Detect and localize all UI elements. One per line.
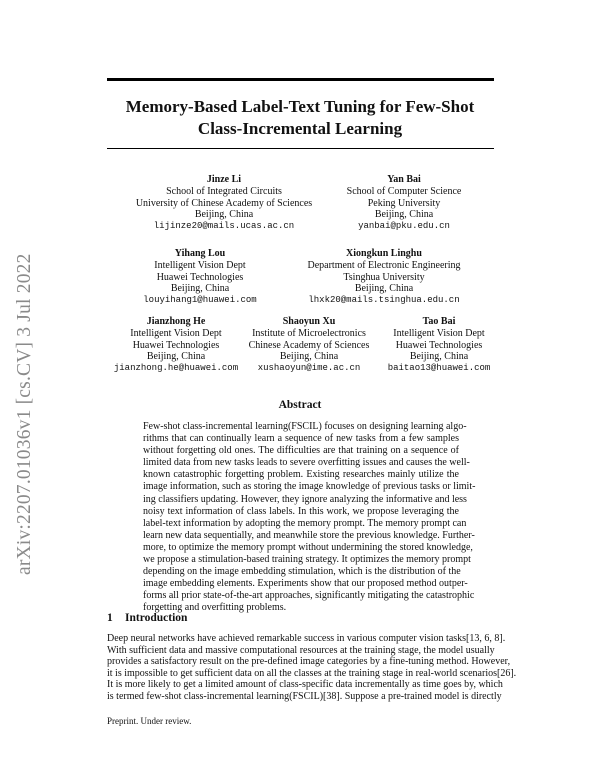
author-affiliation: Chinese Academy of Sciences: [248, 339, 370, 351]
abstract-line: ing classifiers updating. However, they ignore analyzing the informative and less: [143, 493, 467, 505]
author-email: yanbai@pku.edu.cn: [358, 221, 450, 232]
abstract-heading: Abstract: [278, 399, 322, 411]
author-affiliation: Beijing, China: [146, 351, 206, 363]
author-affiliation: Department of Electronic Engineering: [307, 259, 461, 271]
abstract-line: known catastrophic forgetting problem. Existing researches mainly utilize the: [143, 469, 459, 481]
intro-line: Deep neural networks have achieved remarkable success in various computer vision tasks[13, 6, 8].: [107, 633, 506, 644]
author-block: [329, 174, 479, 233]
author-email: louyihang1@huawei.com: [143, 295, 257, 306]
author-affiliation: Intelligent Vision Dept: [154, 259, 246, 271]
author-name: Yan Bai: [387, 174, 421, 185]
abstract-line: image embedding elements. Experiments show that our proposed method outper-: [143, 578, 468, 590]
author-name: Jinze Li: [206, 174, 242, 185]
title-rule-top: [107, 78, 494, 81]
abstract-line: more, to optimize the memory prompt without undermining the stored knowledge,: [143, 541, 473, 553]
title-line: Class-Incremental Learning: [197, 119, 403, 138]
author-name: Yihang Lou: [174, 248, 226, 259]
author-affiliation: School of Computer Science: [346, 185, 462, 197]
section-heading: [107, 612, 187, 624]
author-block: [101, 316, 251, 375]
author-email: lhxk20@mails.tsinghua.edu.cn: [308, 295, 460, 306]
author-name: Jianzhong He: [146, 316, 206, 327]
arxiv-stamp: arXiv:2207.01036v1 [cs.CV] 3 Jul 2022: [14, 253, 35, 575]
author-email: lijinze20@mails.ucas.ac.cn: [153, 221, 295, 232]
intro-line: provides a satisfactory result on the pre-defined image categories by a fine-tuning method. However,: [107, 656, 511, 668]
author-block: [374, 316, 504, 375]
intro-line: is termed few-shot class-incremental learning(FSCIL)[38]. Suppose a pre-trained model is directly: [107, 690, 502, 702]
paper-title: [100, 96, 500, 140]
abstract-line: we propose a stimulation-based training strategy. It optimizes the memory prompt: [143, 554, 471, 566]
author-affiliation: Beijing, China: [194, 209, 254, 221]
author-email: baitao13@huawei.com: [387, 363, 491, 374]
author-affiliation: Beijing, China: [409, 351, 469, 363]
author-block: [124, 174, 324, 233]
author-name: Tao Bai: [422, 316, 456, 327]
section-title: Introduction: [125, 612, 188, 624]
author-affiliation: Huawei Technologies: [132, 339, 220, 351]
author-affiliation: Beijing, China: [354, 283, 414, 295]
intro-line: It is more likely to get a limited amount of class-specific data incrementally as time goes by, which: [107, 679, 503, 691]
intro-line: it is impossible to get sufficient data on all the classes at the training stage in real-world scenarios[26].: [107, 667, 517, 679]
author-affiliation: Beijing, China: [374, 209, 434, 221]
author-block: [294, 248, 474, 307]
author-affiliation: University of Chinese Academy of Sciences: [135, 197, 313, 209]
author-affiliation: Tsinghua University: [343, 271, 425, 283]
abstract-line: label-text information by adopting the memory prompt. The memory prompt can: [143, 517, 467, 529]
abstract-line: without forgetting old ones. The difficulties are that training on a sequence of: [143, 445, 459, 457]
author-name: Xiongkun Linghu: [346, 248, 422, 259]
author-affiliation: Huawei Technologies: [156, 271, 244, 283]
section-number: 1: [107, 612, 113, 624]
author-affiliation: Huawei Technologies: [395, 339, 483, 351]
abstract-body: [143, 421, 476, 615]
author-affiliation: School of Integrated Circuits: [166, 185, 282, 197]
abstract-line: rithms that can continually learn a sequence of new tasks from a few samples: [143, 433, 459, 445]
author-affiliation: Intelligent Vision Dept: [130, 327, 222, 339]
preprint-footer: Preprint. Under review.: [107, 716, 192, 726]
abstract-line: Few-shot class-incremental learning(FSCIL) focuses on designing learning algo-: [143, 421, 467, 432]
author-affiliation: Beijing, China: [170, 283, 230, 295]
abstract-line: noisy text information of class labels. In this work, we propose leveraging the: [143, 505, 459, 517]
author-affiliation: Intelligent Vision Dept: [393, 327, 485, 339]
author-block: [234, 316, 384, 375]
author-block: [125, 248, 275, 307]
intro-line: With sufficient data and massive computational resources at the training stage, the model usually: [107, 644, 495, 656]
abstract-line: forgetting and overfitting problems.: [143, 602, 287, 614]
author-affiliation: Peking University: [367, 197, 441, 209]
abstract-line: depending on the image embedding stimulation, which is the distribution of the: [143, 566, 461, 578]
author-email: xushaoyun@ime.ac.cn: [257, 363, 361, 374]
title-rule-bottom: [107, 148, 494, 149]
author-affiliation: Institute of Microelectronics: [252, 327, 366, 339]
abstract-line: learn new data sequentially, and meanwhile store the previous knowledge. Further-: [143, 529, 475, 541]
abstract-line: image information, such as storing the image knowledge of previous tasks or limit-: [143, 481, 476, 493]
author-affiliation: Beijing, China: [279, 351, 339, 363]
title-line: Memory-Based Label-Text Tuning for Few-Shot: [125, 97, 475, 116]
author-email: jianzhong.he@huawei.com: [113, 363, 239, 374]
intro-body: [107, 633, 517, 703]
abstract-line: limited data from new tasks leads to severe overfitting issues and causes the well-: [143, 457, 470, 469]
author-name: Shaoyun Xu: [282, 316, 336, 327]
abstract-line: forms all prior state-of-the-art approaches, significantly mitigating the catastrophic: [143, 590, 475, 602]
